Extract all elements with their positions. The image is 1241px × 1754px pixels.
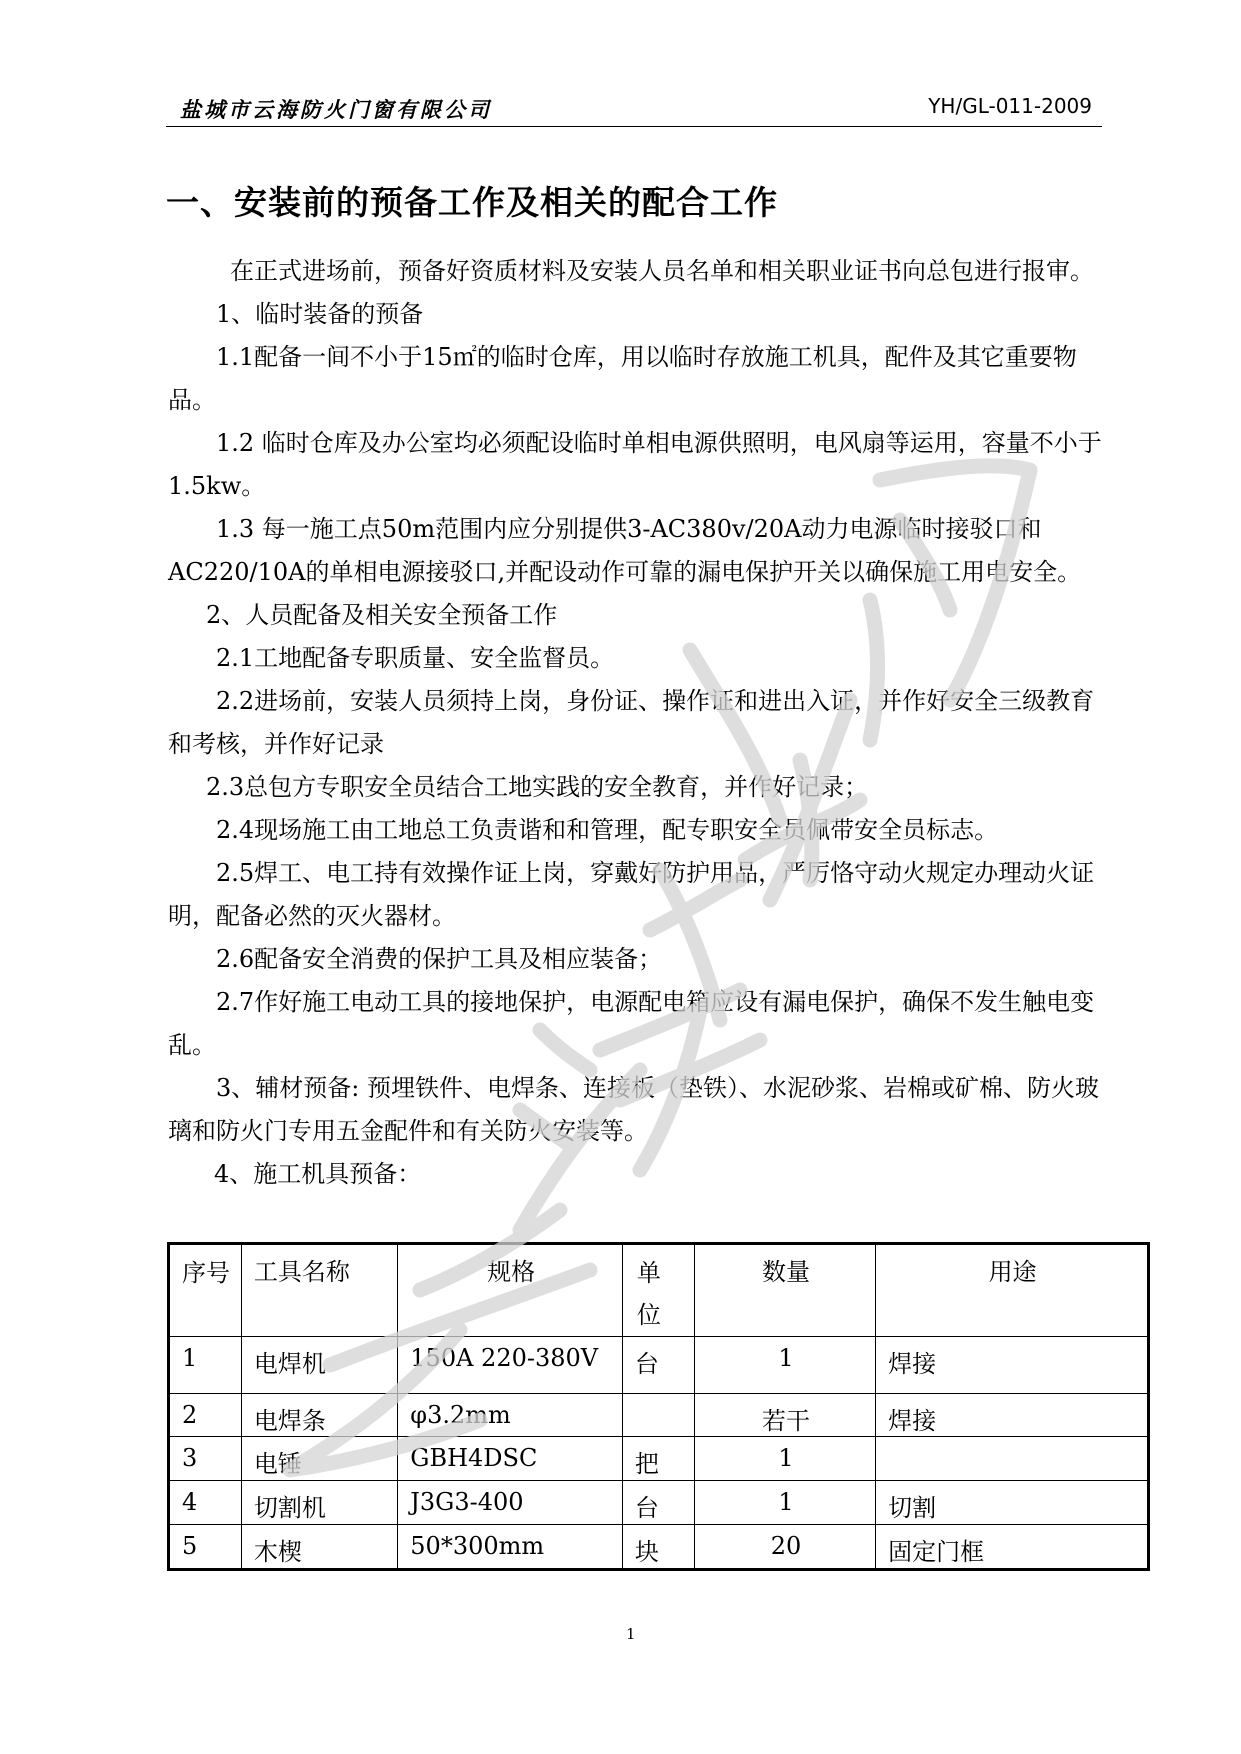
cell-unit: 台 [622, 1481, 694, 1525]
cell-spec: 50*300mm [398, 1525, 623, 1570]
cell-index: 2 [169, 1394, 242, 1437]
header-cell-unit: 单位 [622, 1244, 694, 1337]
cell-spec: GBH4DSC [398, 1437, 623, 1481]
cell-quantity: 20 [694, 1525, 875, 1570]
cell-unit [622, 1394, 694, 1437]
table-row [169, 1337, 1149, 1394]
subheading-tools: 4、施工机具预备： [214, 1160, 422, 1188]
paragraph-1-2: 1.2 临时仓库及办公室均必须配设临时单相电源供照明，电风扇等运用，容量不小于1.5kw。 [168, 429, 1102, 500]
tools-table [167, 1242, 1150, 1571]
page-number: 1 [626, 1625, 636, 1643]
cell-quantity: 1 [694, 1481, 875, 1525]
cell-tool-name: 电焊条 [241, 1394, 397, 1437]
header-cell-quantity: 数量 [694, 1244, 875, 1337]
table-header-row [169, 1244, 1149, 1337]
cell-index: 3 [169, 1437, 242, 1481]
paragraph-2-4: 2.4现场施工由工地总工负责谐和和管理，配专职安全员佩带安全员标志。 [216, 816, 999, 844]
cell-usage: 焊接 [876, 1394, 1149, 1437]
section-title: 一、安装前的预备工作及相关的配合工作 [166, 183, 778, 222]
header-cell-usage: 用途 [876, 1244, 1149, 1337]
body-text [168, 250, 1104, 1196]
cell-tool-name: 电焊机 [241, 1337, 397, 1394]
header-cell-index: 序号 [169, 1244, 242, 1337]
cell-spec: φ3.2mm [398, 1394, 623, 1437]
paragraph-2-7: 2.7作好施工电动工具的接地保护，电源配电箱应设有漏电保护，确保不发生触电变乱。 [168, 988, 1095, 1059]
cell-tool-name: 切割机 [241, 1481, 397, 1525]
subheading-temp-equipment: 1、临时装备的预备 [216, 300, 424, 328]
header-cell-tool-name: 工具名称 [241, 1244, 397, 1337]
cell-quantity: 1 [694, 1337, 875, 1394]
table-row [169, 1481, 1149, 1525]
cell-tool-name: 电锤 [241, 1437, 397, 1481]
cell-index: 5 [169, 1525, 242, 1570]
cell-unit: 块 [622, 1525, 694, 1570]
paragraph-1-1: 1.1配备一间不小于15㎡的临时仓库，用以临时存放施工机具，配件及其它重要物品。 [168, 343, 1077, 414]
table-row [169, 1394, 1149, 1437]
paragraph-2-1: 2.1工地配备专职质量、安全监督员。 [216, 644, 615, 672]
cell-tool-name: 木楔 [241, 1525, 397, 1570]
paragraph-2-2: 2.2进场前，安装人员须持上岗，身份证、操作证和进出入证，并作好安全三级教育和考核，并作好记录 [168, 687, 1095, 758]
cell-quantity: 1 [694, 1437, 875, 1481]
table-row [169, 1525, 1149, 1570]
header-cell-spec: 规格 [398, 1244, 623, 1337]
cell-index: 4 [169, 1481, 242, 1525]
table-row [169, 1437, 1149, 1481]
cell-usage: 切割 [876, 1481, 1149, 1525]
company-name: 盐城市云海防火门窗有限公司 [180, 98, 492, 122]
page-header [166, 92, 1102, 127]
subheading-personnel: 2、人员配备及相关安全预备工作 [206, 601, 558, 629]
cell-usage: 焊接 [876, 1337, 1149, 1394]
document-code: YH/GL-011-2009 [928, 94, 1092, 118]
cell-spec: 150A 220-380V [398, 1337, 623, 1394]
paragraph-1-3: 1.3 每一施工点50m范围内应分别提供3-AC380v/20A动力电源临时接驳口和AC220/10A的单相电源接驳口,并配设动作可靠的漏电保护开关以确保施工用电安全。 [168, 515, 1082, 586]
cell-index: 1 [169, 1337, 242, 1394]
cell-spec: J3G3-400 [398, 1481, 623, 1525]
paragraph-2-6: 2.6配备安全消费的保护工具及相应装备； [216, 945, 663, 973]
paragraph-2-5: 2.5焊工、电工持有效操作证上岗，穿戴好防护用品，严厉恪守动火规定办理动火证明，配备必然的灭火器材。 [168, 859, 1095, 930]
cell-unit: 把 [622, 1437, 694, 1481]
cell-usage [876, 1437, 1149, 1481]
cell-unit: 台 [622, 1337, 694, 1394]
paragraph-2-3: 2.3总包方专职安全员结合工地实践的安全教育，并作好记录； [206, 773, 869, 801]
paragraph-intro: 在正式进场前，预备好资质材料及安装人员名单和相关职业证书向总包进行报审。 [230, 257, 1094, 285]
cell-quantity: 若干 [694, 1394, 875, 1437]
cell-usage: 固定门框 [876, 1525, 1149, 1570]
paragraph-3: 3、辅材预备: 预埋铁件、电焊条、连接板（垫铁）、水泥砂浆、岩棉或矿棉、防火玻璃和防火门专用五金配件和有关防火安装等。 [168, 1074, 1099, 1145]
